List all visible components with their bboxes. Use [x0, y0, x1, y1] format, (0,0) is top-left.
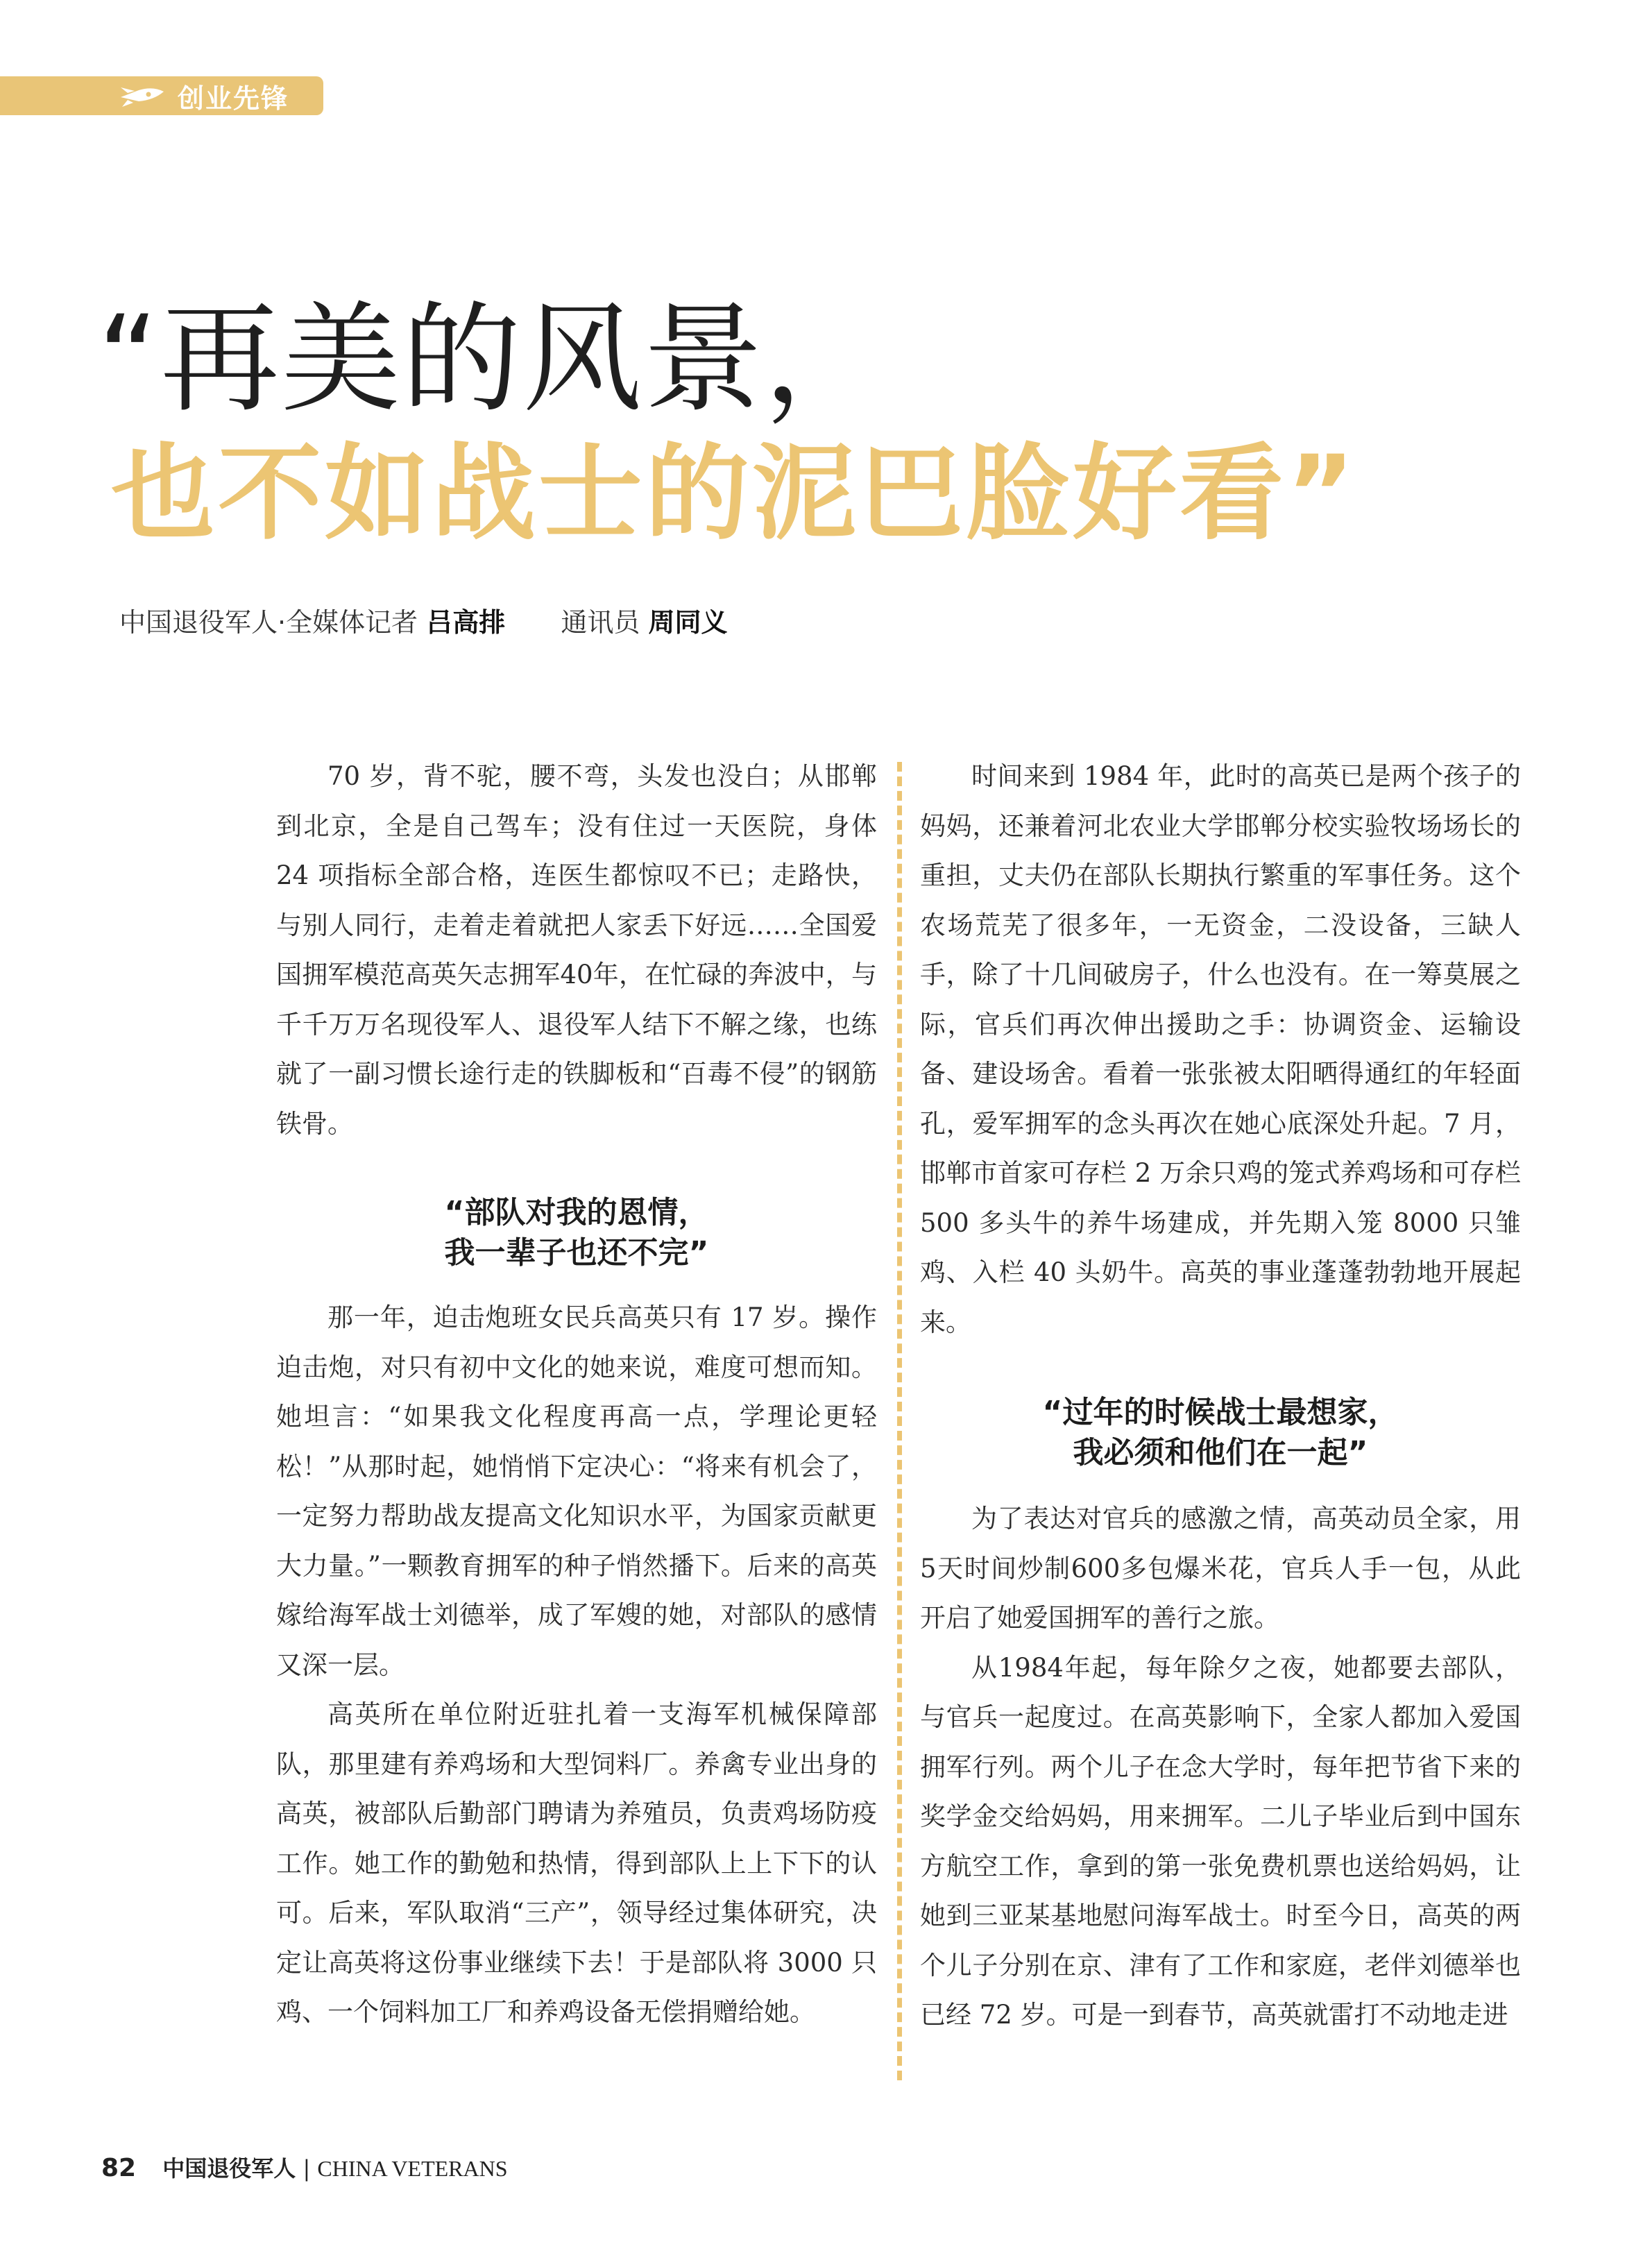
title-line-1: “再美的风景，	[97, 289, 885, 429]
paragraph: 从1984年起，每年除夕之夜，她都要去部队，与官兵一起度过。在高英影响下，全家人都加入爱国拥军行列。两个儿子在念大学时，每年把节省下来的奖学金交给妈妈，用来拥军。二儿子毕业后到中国东方航空工作，拿到的第一张免费机票也送给妈妈，让她到三亚某基地慰问海军战士。时至今日，高英的两个儿子分别在京、津有了工作和家庭，老伴刘德举也已经 72 岁。可是一到春节，高英就雷打不动地走进	[920, 1652, 1521, 2030]
subheading-line: 我必须和他们在一起”	[1073, 1435, 1368, 1470]
subheading-line: “部队对我的恩情，	[444, 1195, 709, 1230]
subheading	[276, 1148, 877, 1293]
paragraph: 那一年，迫击炮班女民兵高英只有 17 岁。操作迫击炮，对只有初中文化的她来说，难度可想而知。她坦言：“如果我文化程度再高一点，学理论更轻松！”从那时起，她悄悄下定决心：“将来有机会了，一定努力帮助战友提高文化知识水平，为国家贡献更大力量。”一颗教育拥军的种子悄然播下。后来的高英嫁给海军战士刘德举，成了军嫂的她，对部队的感情又深一层。	[276, 1302, 877, 1680]
section-tag-label: 创业先锋	[178, 83, 289, 114]
correspondent-role: 通讯员	[561, 607, 640, 638]
subheading-line: “过年的时候战士最想家，	[1042, 1395, 1399, 1430]
page-number: 82	[101, 2154, 137, 2182]
paragraph: 高英所在单位附近驻扎着一支海军机械保障部队，那里建有养鸡场和大型饲料厂。养禽专业出身的高英，被部队后勤部门聘请为养殖员，负责鸡场防疫工作。她工作的勤勉和热情，得到部队上上下下的认可。后来，军队取消“三产”，领导经过集体研究，决定让高英将这份事业继续下去！于是部队将 3000 只鸡、一个饲料加工厂和养鸡设备无偿捐赠给她。	[276, 1699, 877, 2027]
reporter-role: 中国退役军人·全媒体记者	[119, 607, 418, 638]
magazine-name-cn: 中国退役军人	[162, 2155, 296, 2182]
paragraph: 时间来到 1984 年，此时的高英已是两个孩子的妈妈，还兼着河北农业大学邯郸分校实验牧场场长的重担，丈夫仍在部队长期执行繁重的军事任务。这个农场荒芜了很多年，一无资金，二没设备，三缺人手，除了十几间破房子，什么也没有。在一筹莫展之际，官兵们再次伸出援助之手：协调资金、运输设备、建设场舍。看着一张张被太阳晒得通红的年轻面孔，爱军拥军的念头再次在她心底深处升起。7 月，邯郸市首家可存栏 2 万余只鸡的笼式养鸡场和可存栏 500 多头牛的养牛场建成，并先期入笼 8000 只雏鸡、入栏 40 头奶牛。高英的事业蓬蓬勃勃地开展起来。	[920, 761, 1521, 1337]
correspondent-name: 周同义	[648, 607, 728, 638]
subheading	[920, 1347, 1521, 1494]
section-tag	[0, 76, 323, 115]
paragraph: 为了表达对官兵的感激之情，高英动员全家，用5天时间炒制600多包爆米花，官兵人手一包，从此开启了她爱国拥军的善行之旅。	[920, 1504, 1521, 1633]
magazine-name-en: CHINA VETERANS	[317, 2156, 508, 2181]
subheading-line: 我一辈子也还不完”	[444, 1235, 709, 1271]
left-column	[276, 751, 877, 2037]
footer-separator: |	[303, 2155, 311, 2182]
right-column	[920, 751, 1521, 2040]
column-divider	[897, 762, 902, 2080]
paragraph: 70 岁，背不驼，腰不弯，头发也没白；从邯郸到北京，全是自己驾车；没有住过一天医院，身体 24 项指标全部合格，连医生都惊叹不已；走路快，与别人同行，走着走着就把人家丢下好远……全国爱国拥军模范高英矢志拥军40年，在忙碌的奔波中，与千千万万名现役军人、退役军人结下不解之缘，也练就了一副习惯长途行走的铁脚板和“百毒不侵”的钢筋铁骨。	[276, 761, 877, 1139]
rocket-icon	[118, 82, 167, 110]
byline	[119, 601, 728, 639]
reporter-name: 吕高排	[426, 607, 506, 638]
title-line-2: 也不如战士的泥巴脸好看”	[111, 434, 1358, 554]
page-footer	[101, 2151, 508, 2183]
